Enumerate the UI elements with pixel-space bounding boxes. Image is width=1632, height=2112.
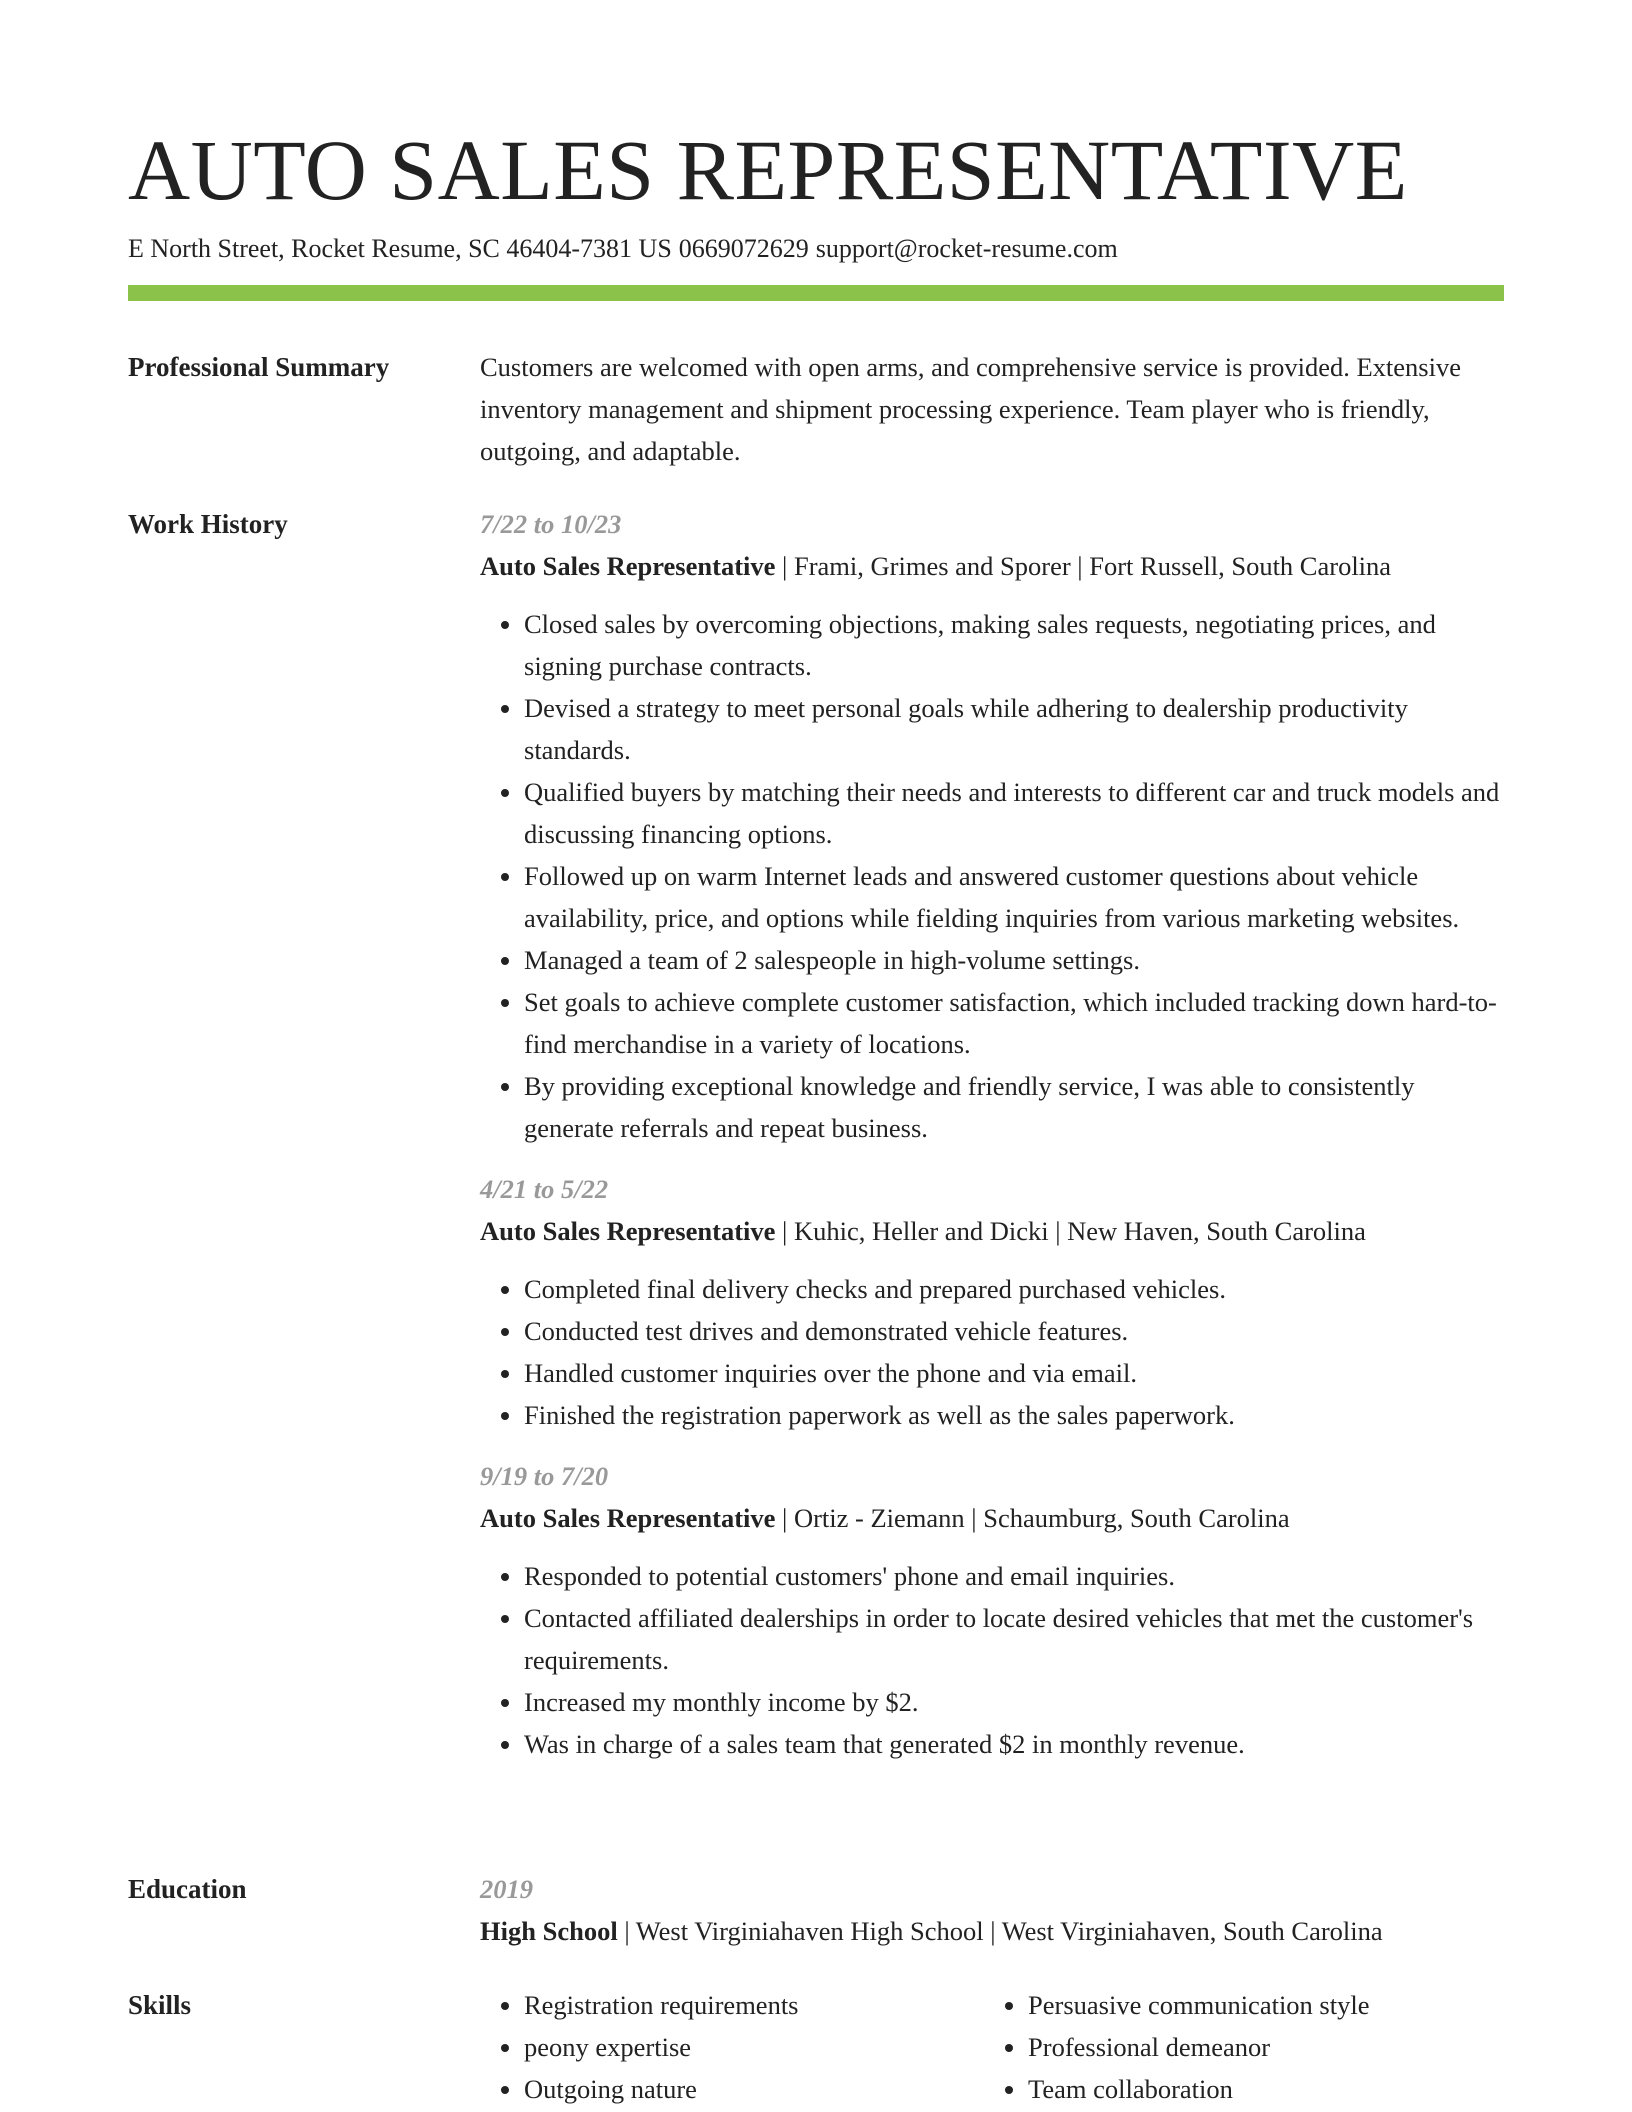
job-bullet: • Devised a strategy to meet personal goals while adhering to dealership productivity standards. [524, 687, 1504, 771]
summary-text: Customers are welcomed with open arms, and comprehensive service is provided. Extensive inventory management and shipment processing experience. Team player who is friendly, outgoing, and adaptable. [480, 352, 1461, 466]
job-bullet: • By providing exceptional knowledge and friendly service, I was able to consistently generate referrals and repeat business. [524, 1065, 1504, 1149]
job-details: | Kuhic, Heller and Dicki | New Haven, South Carolina [775, 1216, 1366, 1246]
job-bullet: • Followed up on warm Internet leads and answered customer questions about vehicle availability, price, and options while fielding inquiries from various marketing websites. [524, 855, 1504, 939]
skills-body [480, 1984, 1504, 2110]
skills-label: Skills [128, 1990, 192, 2020]
summary-body [480, 346, 1504, 472]
education-dates: 2019 [480, 1874, 533, 1904]
job-bullet: • Conducted test drives and demonstrated vehicle features. [524, 1310, 1504, 1352]
job-dates: 4/21 to 5/22 [480, 1174, 609, 1204]
job-details: | Frami, Grimes and Sporer | Fort Russell, South Carolina [775, 551, 1392, 581]
job-heading [480, 1497, 1504, 1539]
contact-email: support@rocket-resume.com [815, 234, 1118, 263]
job-bullet: • Managed a team of 2 salespeople in high-volume settings. [524, 939, 1504, 981]
job-title: Auto Sales Representative [480, 551, 776, 581]
job-title: Auto Sales Representative [480, 1503, 776, 1533]
job-bullet: • Completed final delivery checks and prepared purchased vehicles. [524, 1268, 1504, 1310]
job-entry [480, 1455, 1504, 1765]
contact-phone: 0669072629 [678, 234, 809, 263]
work-history-body [480, 503, 1504, 1765]
job-bullet: • Finished the registration paperwork as well as the sales paperwork. [524, 1394, 1504, 1436]
skills-column-right [984, 1984, 1488, 2110]
contact-address: E North Street, Rocket Resume, SC 46404-7381 US [128, 234, 672, 263]
job-title: Auto Sales Representative [480, 1216, 776, 1246]
job-bullet: • Closed sales by overcoming objections, making sales requests, negotiating prices, and signing purchase contracts. [524, 603, 1504, 687]
skill-item: • Professional demeanor [1028, 2026, 1488, 2068]
job-bullet: • Was in charge of a sales team that generated $2 in monthly revenue. [524, 1723, 1504, 1765]
job-bullet: • Set goals to achieve complete customer satisfaction, which included tracking down hard-to-find merchandise in a variety of locations. [524, 981, 1504, 1065]
job-bullet: • Responded to potential customers' phone and email inquiries. [524, 1555, 1504, 1597]
job-bullets [480, 1268, 1504, 1436]
job-bullet: • Increased my monthly income by $2. [524, 1681, 1504, 1723]
job-dates: 9/19 to 7/20 [480, 1461, 609, 1491]
contact-line [128, 232, 1125, 266]
job-bullet: • Contacted affiliated dealerships in order to locate desired vehicles that met the customer's requirements. [524, 1597, 1504, 1681]
skills-grid [480, 1984, 1504, 2110]
job-dates: 7/22 to 10/23 [480, 509, 622, 539]
job-bullet: • Handled customer inquiries over the phone and via email. [524, 1352, 1504, 1394]
header-divider [128, 285, 1504, 301]
education-body [480, 1868, 1504, 1952]
job-bullet: • Qualified buyers by matching their needs and interests to different car and truck models and discussing financing options. [524, 771, 1504, 855]
summary-label: Professional Summary [128, 352, 390, 382]
skills-column-left [480, 1984, 984, 2110]
work-history-label: Work History [128, 509, 288, 539]
skill-item: • peony expertise [524, 2026, 984, 2068]
skill-item: • Team collaboration [1028, 2068, 1488, 2110]
job-heading [480, 1210, 1504, 1252]
job-bullets [480, 1555, 1504, 1765]
job-heading [480, 545, 1504, 587]
resume-title: AUTO SALES REPRESENTATIVE [128, 122, 1408, 218]
education-heading [480, 1910, 1504, 1952]
job-details: | Ortiz - Ziemann | Schaumburg, South Carolina [775, 1503, 1290, 1533]
education-details: | West Virginiahaven High School | West Virginiahaven, South Carolina [617, 1916, 1383, 1946]
education-degree: High School [480, 1916, 618, 1946]
skill-item: • Outgoing nature [524, 2068, 984, 2110]
education-label: Education [128, 1874, 247, 1904]
job-bullets [480, 603, 1504, 1149]
job-entry [480, 1168, 1504, 1436]
job-entry [480, 503, 1504, 1149]
skill-item: • Registration requirements [524, 1984, 984, 2026]
skill-item: • Persuasive communication style [1028, 1984, 1488, 2026]
